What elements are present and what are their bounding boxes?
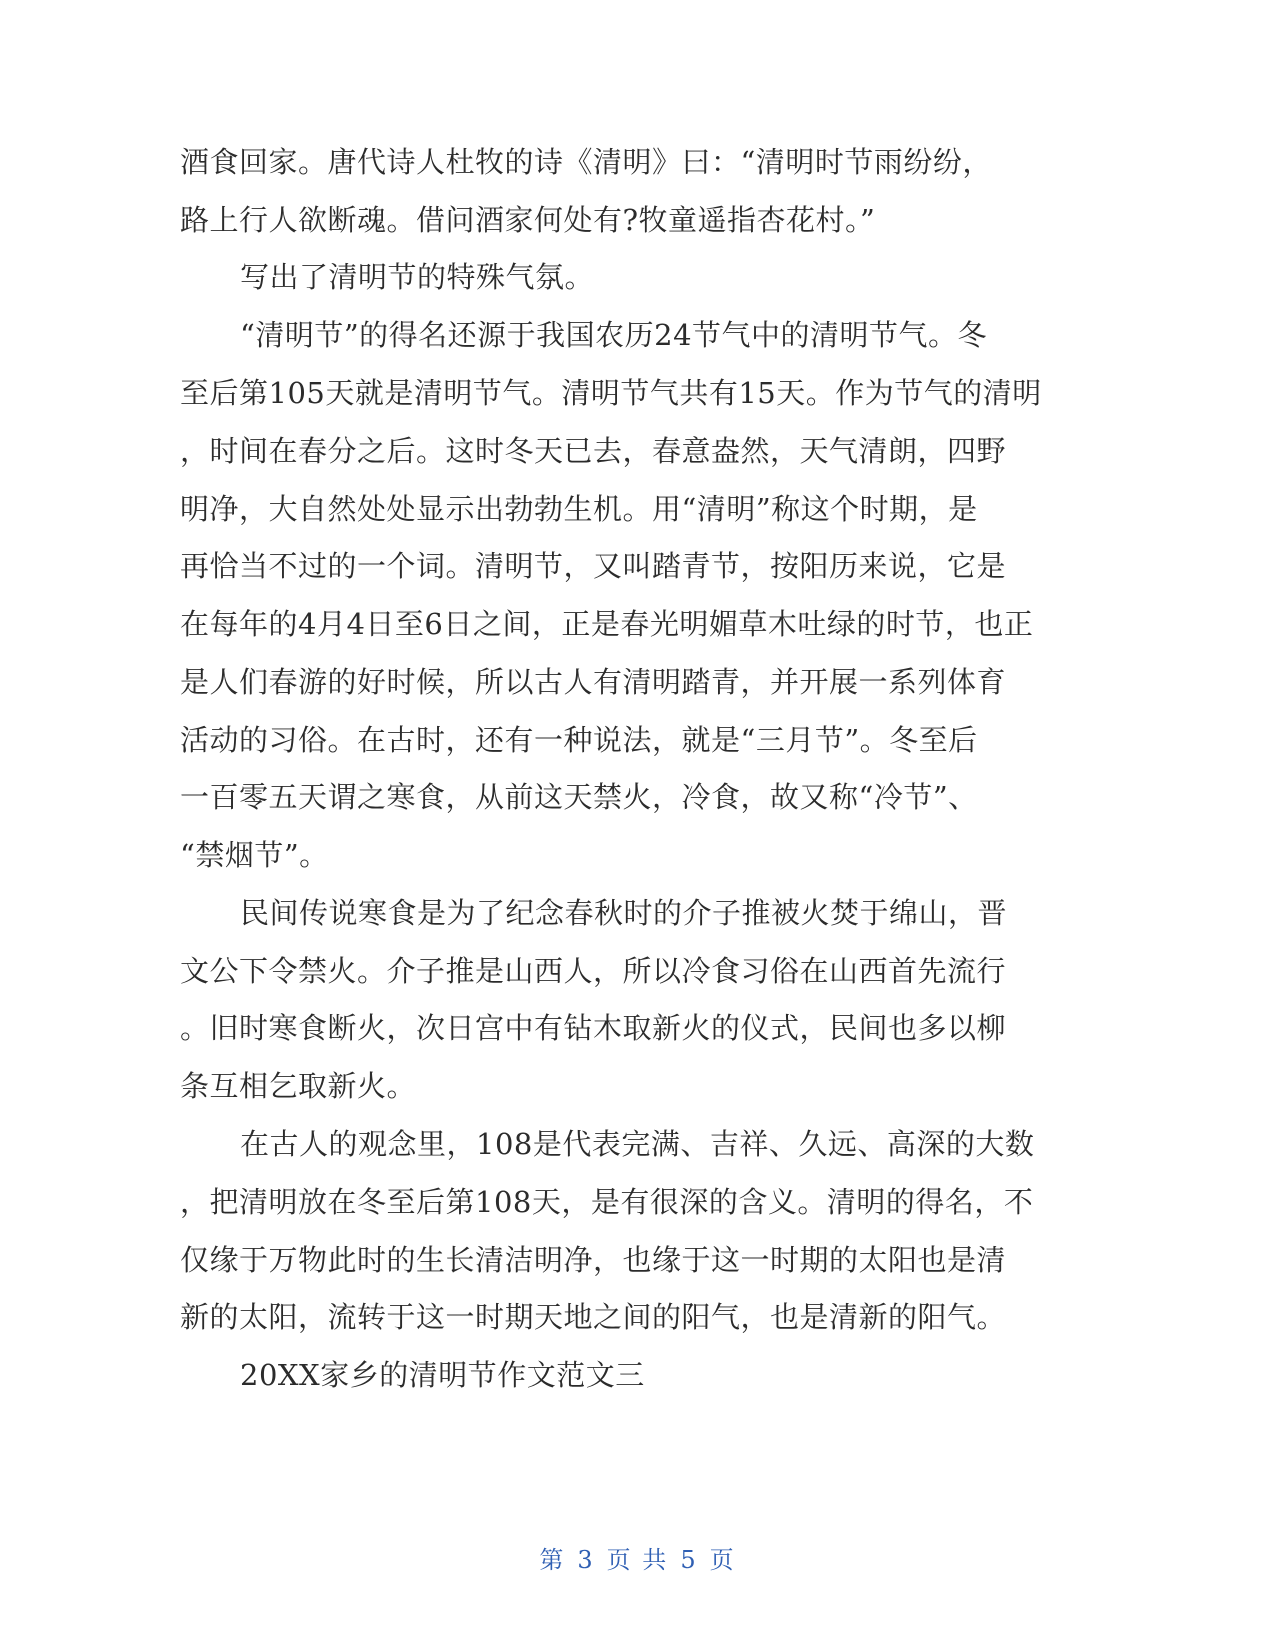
- text-line: 写出了清明节的特殊气氛。: [240, 260, 595, 294]
- text-line: 是人们春游的好时候，所以古人有清明踏青，并开展一系列体育: [180, 665, 1007, 699]
- text-line: 民间传说寒食是为了纪念春秋时的介子推被火焚于绵山，晋: [240, 896, 1008, 930]
- text-line: 活动的习俗。在古时，还有一种说法，就是“三月节”。冬至后: [180, 723, 978, 757]
- text-line: 路上行人欲断魂。借问酒家何处有?牧童遥指杏花村。”: [180, 203, 876, 237]
- current-page-number: 3: [577, 1546, 595, 1574]
- text-line: 文公下令禁火。介子推是山西人，所以冷食习俗在山西首先流行: [180, 954, 1007, 988]
- footer-prefix: 第: [539, 1546, 566, 1574]
- text-line: ，把清明放在冬至后第108天，是有很深的含义。清明的得名，不: [180, 1185, 1034, 1219]
- text-line: “清明节”的得名还源于我国农历24节气中的清明节气。冬: [240, 318, 988, 352]
- text-line: 再恰当不过的一个词。清明节，又叫踏青节，按阳历来说，它是: [180, 549, 1007, 583]
- page-footer: [0, 1545, 1275, 1575]
- text-line: “禁烟节”。: [180, 838, 329, 872]
- total-pages-number: 5: [680, 1546, 698, 1574]
- text-line: 条互相乞取新火。: [180, 1069, 417, 1103]
- text-line: 。旧时寒食断火，次日宫中有钻木取新火的仪式，民间也多以柳: [180, 1011, 1007, 1045]
- text-line: 酒食回家。唐代诗人杜牧的诗《清明》曰：“清明时节雨纷纷，: [180, 145, 992, 179]
- text-line: 至后第105天就是清明节气。清明节气共有15天。作为节气的清明: [180, 376, 1042, 410]
- footer-suffix: 页: [709, 1546, 736, 1574]
- text-line: 在每年的4月4日至6日之间，正是春光明媚草木吐绿的时节，也正: [180, 607, 1034, 641]
- footer-middle: 页 共: [606, 1546, 669, 1574]
- text-line: 仅缘于万物此时的生长清洁明净，也缘于这一时期的太阳也是清: [180, 1243, 1007, 1277]
- text-line: 一百零五天谓之寒食，从前这天禁火，冷食，故又称“冷节”、: [180, 780, 978, 814]
- text-line: 在古人的观念里，108是代表完满、吉祥、久远、高深的大数: [240, 1127, 1035, 1161]
- text-line: ，时间在春分之后。这时冬天已去，春意盎然，天气清朗，四野: [180, 434, 1007, 468]
- text-line: 新的太阳，流转于这一时期天地之间的阳气，也是清新的阳气。: [180, 1300, 1007, 1334]
- section-heading: 20XX家乡的清明节作文范文三: [240, 1358, 645, 1392]
- text-line: 明净，大自然处处显示出勃勃生机。用“清明”称这个时期，是: [180, 492, 978, 526]
